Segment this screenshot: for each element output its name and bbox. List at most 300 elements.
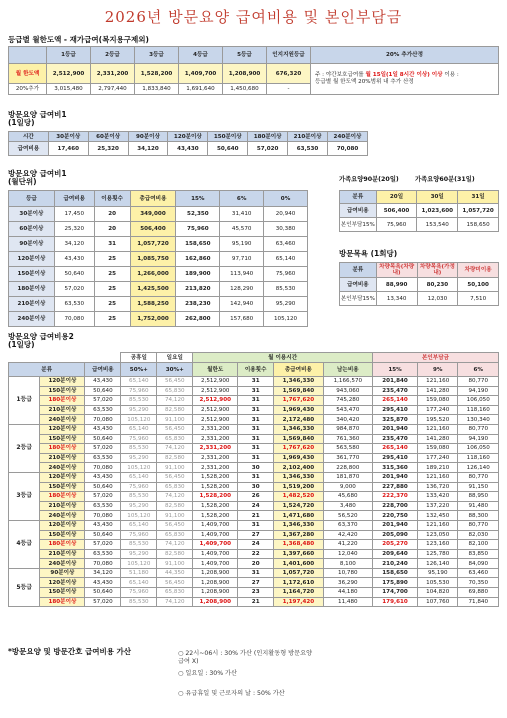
table-row [9,222,308,237]
table-cell: 95,190 [418,568,458,578]
th-50: 50%+ [121,363,157,377]
table-cell: 1,409,700 [193,549,238,559]
table-cell: 90분이상 [9,237,55,252]
table-cell: 180분이상 [9,282,55,297]
table-row [9,530,499,540]
table-cell: 25,320 [54,222,94,237]
section2-label: 방문요양 급여비1 [8,110,67,119]
table-cell: 43,430 [85,424,121,434]
table-cell: 180분이상 [40,396,85,406]
table-cell: 265,140 [373,396,418,406]
table-cell: 70,080 [85,463,121,473]
table-cell: 65,140 [121,424,157,434]
th-holiday: 공휴일 [121,353,157,363]
table-cell: 210분이상 [40,501,85,511]
table-cell: 150분이상 [40,386,85,396]
table-cell: 1,057,720 [130,237,176,252]
table-cell: 118,160 [458,453,499,463]
table-cell: 75,960 [264,267,308,282]
th-grade4: 4등급 [179,47,223,64]
table-cell: 30 [238,463,274,473]
table-cell: 174,700 [373,588,418,598]
page-title: 2026년 방문요양 급여비용 및 본인부담금 [104,8,403,26]
extra-cell: 1,450,680 [223,84,267,95]
table-row [9,549,499,559]
table-cell: 23 [238,588,274,598]
table-cell: 2,512,900 [193,396,238,406]
table-cell: 1,208,900 [193,568,238,578]
section1-label: 등급별 월한도액 - 재가급여(복지용구제외) [8,35,149,44]
table-row [9,511,499,521]
family-cell: 1,057,720 [458,204,499,218]
table-cell: 95,190 [220,237,264,252]
table-cell: 85,530 [264,282,308,297]
table-cell: 984,870 [323,424,372,434]
section3-label: 방문요양 급여비1 [8,169,67,178]
table-cell: 11,480 [323,597,372,607]
table-cell: 120분이상 [40,578,85,588]
table-row [9,396,499,406]
table-cell: 240분이상 [40,463,85,473]
table-row [9,520,499,530]
table-cell: 63,530 [85,549,121,559]
footer-line2: ○ 일요일 : 30% 가산 [178,670,237,677]
table-row [9,282,308,297]
table-cell: 209,640 [373,549,418,559]
table-cell: 113,940 [220,267,264,282]
table-cell: 65,140 [121,472,157,482]
table-cell: 158,650 [176,237,220,252]
th-240: 240분이상 [327,132,367,142]
table-row [9,377,499,387]
monthly-limit-table [8,46,499,95]
table-cell: 44,350 [157,568,193,578]
table-cell: 2,512,900 [193,415,238,425]
th-monthly-use: 월 이용시간 [193,353,373,363]
table-cell: 85,530 [121,597,157,607]
family-care-table [339,190,499,232]
table-cell: 63,460 [264,237,308,252]
table-cell: 82,580 [157,549,193,559]
table-cell: 210분이상 [40,549,85,559]
table-cell: 240분이상 [40,511,85,521]
table-cell: 1,409,700 [193,530,238,540]
th-grade5: 5등급 [223,47,267,64]
table-cell: 105,120 [264,312,308,327]
table-cell: 295,410 [373,453,418,463]
table-cell: 265,140 [373,444,418,454]
table-cell: 150분이상 [40,482,85,492]
table-cell: 295,410 [373,405,418,415]
table-cell: 65,830 [157,386,193,396]
table-cell: 121,160 [418,424,458,434]
table-cell: 50,640 [85,588,121,598]
note-c: 이용 : [444,72,459,78]
table-cell: 31 [94,237,130,252]
th-150: 150분이상 [208,132,248,142]
table-cell: 82,580 [157,501,193,511]
th-limit: 월한도 [193,363,238,377]
extra-cell: 1,833,840 [135,84,179,95]
table-cell: 63,530 [85,405,121,415]
table-cell: 201,940 [373,520,418,530]
table-cell: 26 [238,492,274,502]
table-cell: 2,331,200 [193,453,238,463]
table-cell: 150분이상 [40,530,85,540]
table-cell: 128,290 [220,282,264,297]
table-cell: 31 [238,386,274,396]
table-cell: 31 [238,472,274,482]
blank-top [9,353,121,363]
table-cell: 228,700 [373,501,418,511]
table-cell: 91,480 [458,501,499,511]
table-cell: 158,650 [373,568,418,578]
table-row [9,578,499,588]
monthly-fee-table [8,190,308,327]
table-row [9,501,499,511]
table-row [9,492,499,502]
table-cell: 123,050 [418,530,458,540]
table-cell: 12,040 [323,549,372,559]
table-cell: 159,080 [418,444,458,454]
table-cell: 25 [94,252,130,267]
th-class: 분류 [9,363,85,377]
table-cell: 85,530 [121,540,157,550]
table-cell: 141,280 [418,434,458,444]
table-cell: 1,397,660 [274,549,323,559]
th-120: 120분이상 [168,132,208,142]
table-cell: 1,208,900 [193,597,238,607]
table-cell: 2,102,400 [274,463,323,473]
table-cell: 31 [238,377,274,387]
table-cell: 150분이상 [40,434,85,444]
table-cell: 30 [238,482,274,492]
table-cell: 150분이상 [40,588,85,598]
table-cell: 118,160 [458,405,499,415]
table-cell: 20,940 [264,207,308,222]
th-total: 총급여비용 [274,363,323,377]
table-cell: 201,840 [373,377,418,387]
table-cell: 74,120 [157,396,193,406]
table-cell: 210분이상 [40,405,85,415]
table-cell: 262,800 [176,312,220,327]
table-row [9,568,499,578]
th-grade2: 2등급 [91,47,135,64]
table-cell: 65,830 [157,588,193,598]
section4-label [339,176,475,184]
table-cell: 201,940 [373,424,418,434]
table-cell: 1,057,720 [274,568,323,578]
table-cell: 60분이상 [9,222,55,237]
table-cell: 195,520 [418,415,458,425]
table-cell: 25 [94,282,130,297]
table-cell: 17,450 [54,207,94,222]
table-cell: 105,530 [418,578,458,588]
footer-line1: ○ 22시~06시 : 30% 가산 (인지활동형 방문요양급여 X) [178,650,313,665]
table-row [9,312,308,327]
table-cell: 162,860 [176,252,220,267]
table-row [9,482,499,492]
th-90: 90분이상 [128,132,168,142]
table-cell: 1,346,330 [274,377,323,387]
table-cell: 82,100 [458,540,499,550]
table-cell: 120분이상 [40,424,85,434]
table-cell: 1,528,200 [193,472,238,482]
table-row [9,453,499,463]
th-grade1: 1등급 [47,47,91,64]
th-no-vehicle: 차량미이용 [458,263,499,278]
table-cell: 43,430 [54,252,94,267]
table-cell: 91,100 [157,511,193,521]
table-cell: 121,160 [418,472,458,482]
table-row [9,472,499,482]
extra-cell: - [267,84,311,95]
fee-cell: 57,020 [248,142,288,156]
table-cell: 57,020 [85,540,121,550]
table-cell: 106,050 [458,444,499,454]
limit-cell: 1,528,200 [135,64,179,84]
family-cell: 1,023,600 [417,204,458,218]
th-30d: 30일 [417,191,458,204]
table-row [9,297,308,312]
table-cell: 74,120 [157,597,193,607]
table-row [9,463,499,473]
table-cell: 65,140 [121,578,157,588]
table-cell: 20 [238,559,274,569]
table-cell: 43,430 [85,578,121,588]
fee-cell: 17,460 [48,142,88,156]
table-cell: 31 [238,453,274,463]
family-cell: 153,540 [417,218,458,232]
th-vehicle-home: 차량목욕(가정내) [417,263,458,278]
table-cell: 1,767,620 [274,444,323,454]
table-cell: 65,830 [157,482,193,492]
table-cell: 95,290 [264,297,308,312]
table-cell: 90분이상 [40,568,85,578]
table-cell: 57,020 [85,396,121,406]
th-count: 이용횟수 [94,191,130,207]
table-cell: 1,524,720 [274,501,323,511]
table-cell: 177,240 [418,453,458,463]
row-label-extra: 20%추가 [9,84,47,95]
table-cell: 65,140 [264,252,308,267]
table-cell: 745,280 [323,396,372,406]
table-cell: 65,140 [121,520,157,530]
table-cell: 240분이상 [40,415,85,425]
table-cell: 85,530 [121,444,157,454]
table-cell: 340,420 [323,415,372,425]
table-cell: 31 [238,424,274,434]
table-cell: 91,100 [157,559,193,569]
table-cell: 1,164,720 [274,588,323,598]
row-label: 급여비용 [340,278,377,292]
section6-label: 방문요양 급여비용2 [8,332,74,341]
table-cell: 1,588,250 [130,297,176,312]
grade-label: 3등급 [9,472,40,520]
table-cell: 70,080 [54,312,94,327]
table-cell: 80,770 [458,377,499,387]
table-cell: 94,190 [458,434,499,444]
table-cell: 179,610 [373,597,418,607]
table-cell: 105,120 [121,559,157,569]
limit-cell: 1,409,700 [179,64,223,84]
table-cell: 88,300 [458,511,499,521]
table-cell: 1,969,430 [274,405,323,415]
table-cell: 123,160 [418,540,458,550]
table-cell: 95,290 [121,405,157,415]
table-cell: 65,830 [157,434,193,444]
table-cell: 137,220 [418,501,458,511]
row-label: 본인부담15% [340,218,377,232]
th-grade: 등급 [9,191,55,207]
table-cell: 1,197,420 [274,597,323,607]
table-cell: 91,100 [157,463,193,473]
table-cell: 105,120 [121,463,157,473]
row-label: 본인부담15% [340,292,377,306]
table-cell: 238,230 [176,297,220,312]
table-cell: 543,470 [323,405,372,415]
bath-cell: 7,510 [458,292,499,306]
table-cell: 1,346,330 [274,424,323,434]
table-cell: 75,960 [121,588,157,598]
table-cell: 105,120 [121,511,157,521]
table-cell: 42,420 [323,530,372,540]
table-cell: 120분이상 [40,520,85,530]
extra-note [311,64,499,95]
table-cell: 70,350 [458,578,499,588]
table-cell: 205,270 [373,540,418,550]
table-row [9,540,499,550]
th-copay: 본인부담금 [373,353,499,363]
table-cell: 25 [94,267,130,282]
table-cell: 25 [94,297,130,312]
table-cell: 142,940 [220,297,264,312]
th-31d: 31일 [458,191,499,204]
table-cell: 70,080 [85,415,121,425]
table-cell: 349,000 [130,207,176,222]
table-cell: 126,140 [418,559,458,569]
th-remain: 남는비용 [323,363,372,377]
bath-cell: 80,230 [417,278,458,292]
th-time: 시간 [9,132,49,142]
table-cell: 88,950 [458,492,499,502]
table-cell: 50,640 [54,267,94,282]
table-cell: 9,000 [323,482,372,492]
table-cell: 1,367,280 [274,530,323,540]
table-cell: 52,350 [176,207,220,222]
table-cell: 1,482,520 [274,492,323,502]
table-row [9,386,499,396]
table-cell: 130,340 [458,415,499,425]
table-cell: 1,752,000 [130,312,176,327]
table-cell: 27 [238,530,274,540]
table-cell: 8,100 [323,559,372,569]
table-cell: 82,580 [157,453,193,463]
table-cell: 150분이상 [9,267,55,282]
th-sunday: 일요일 [157,353,193,363]
table-cell: 63,530 [85,501,121,511]
limit-cell: 2,512,900 [47,64,91,84]
table-row [9,588,499,598]
table-cell: 180분이상 [40,597,85,607]
table-cell: 210분이상 [40,453,85,463]
table-cell: 21 [238,597,274,607]
table-cell: 222,370 [373,492,418,502]
table-cell: 56,450 [157,472,193,482]
table-cell: 120분이상 [40,472,85,482]
th-180: 180분이상 [248,132,288,142]
th-blank [9,47,47,64]
table-cell: 74,120 [157,540,193,550]
table-cell: 24 [238,501,274,511]
table-cell: 56,450 [157,578,193,588]
table-cell: 75,960 [176,222,220,237]
table-cell: 57,020 [85,492,121,502]
extra-cell: 1,691,640 [179,84,223,95]
th-extra20: 20% 추가산정 [311,47,499,64]
family-cell: 158,650 [458,218,499,232]
table-cell: 31 [238,434,274,444]
table-cell: 31 [238,444,274,454]
table-cell: 36,290 [323,578,372,588]
table-cell: 220,750 [373,511,418,521]
table-cell: 106,050 [458,396,499,406]
table-cell: 201,940 [373,472,418,482]
extra-cell: 2,797,440 [91,84,135,95]
table-cell: 31 [238,415,274,425]
table-cell: 2,331,200 [193,444,238,454]
table-cell: 74,120 [157,444,193,454]
table-cell: 75,960 [121,386,157,396]
table-row [9,405,499,415]
table-cell: 70,080 [85,511,121,521]
table-cell: 1,208,900 [193,588,238,598]
table-cell: 51,180 [121,568,157,578]
table-cell: 180분이상 [40,540,85,550]
th-30: 30%+ [157,363,193,377]
table-cell: 63,530 [85,453,121,463]
table-cell: 105,120 [121,415,157,425]
fee-cell: 70,080 [327,142,367,156]
table-cell: 1,528,200 [193,501,238,511]
table-cell: 34,120 [54,237,94,252]
table-cell: 325,870 [373,415,418,425]
grade-label: 4등급 [9,520,40,568]
table-cell: 1,569,840 [274,434,323,444]
table-cell: 1,409,700 [193,520,238,530]
footer-label: *방문요양 및 방문간호 급여비용 가산 [8,647,132,656]
table-cell: 157,680 [220,312,264,327]
table-cell: 943,060 [323,386,372,396]
table-cell: 761,360 [323,434,372,444]
table-cell: 65,830 [157,530,193,540]
table-row [9,424,499,434]
table-cell: 95,290 [121,453,157,463]
table-cell: 1,528,200 [193,482,238,492]
table-cell: 315,360 [373,463,418,473]
table-cell: 1,471,680 [274,511,323,521]
table-cell: 10,780 [323,568,372,578]
table-cell: 227,880 [373,482,418,492]
table-row [9,267,308,282]
table-cell: 50,640 [85,530,121,540]
table-cell: 2,331,200 [193,424,238,434]
table-cell: 141,280 [418,386,458,396]
table-cell: 240분이상 [9,312,55,327]
table-cell: 43,430 [85,520,121,530]
table-cell: 506,400 [130,222,176,237]
family90-label: 가족요양90분(20일) [339,176,399,183]
